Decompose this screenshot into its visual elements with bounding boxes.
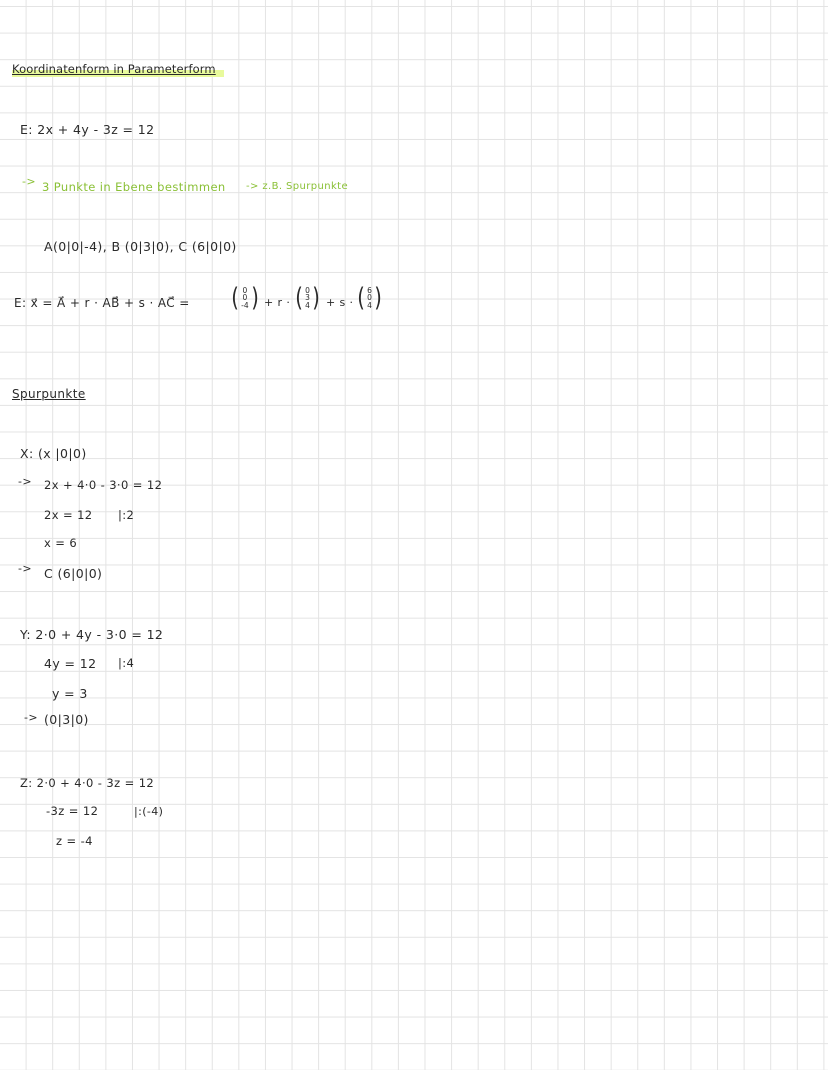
y-step-3: y = 3: [52, 686, 88, 701]
arrow-icon: ->: [22, 175, 36, 188]
vector-1-z: -4: [241, 300, 249, 310]
z-step-2: -3z = 12: [46, 804, 99, 818]
plus-s: + s ·: [326, 296, 354, 309]
z-step-3: z = -4: [56, 834, 93, 848]
x-step-2-op: |:2: [118, 508, 135, 522]
vector-1: [230, 285, 260, 311]
arrow-icon: ->: [18, 562, 32, 575]
vector-2-y: 3: [305, 293, 310, 303]
vector-2: [294, 285, 321, 311]
vector-3: [356, 285, 383, 311]
z-step-2-op: |:(-4): [134, 805, 164, 818]
vector-1-y: 0: [242, 293, 248, 303]
vector-2-x: 0: [305, 285, 310, 295]
left-paren: (: [231, 283, 239, 313]
vector-3-y: 0: [367, 293, 372, 303]
y-step-2: 4y = 12: [44, 656, 97, 671]
vector-3-x: 6: [367, 285, 372, 295]
plus-r: + r ·: [264, 296, 291, 309]
vector-3-z: 4: [367, 300, 372, 310]
x-label: X: (x |0|0): [20, 446, 87, 461]
step-hint-text: 3 Punkte in Ebene bestimmen: [42, 180, 226, 194]
y-step-2-op: |:4: [118, 656, 135, 670]
parametric-lhs: E: x⃗ = A⃗ + r · AB⃗ + s · AC⃗ =: [14, 296, 190, 310]
left-paren: (: [357, 283, 365, 313]
points-line: A(0|0|-4), B (0|3|0), C (6|0|0): [44, 239, 237, 254]
arrow-icon: ->: [24, 711, 38, 724]
step-hint-note: -> z.B. Spurpunkte: [246, 181, 349, 192]
x-result: C (6|0|0): [44, 566, 103, 581]
page-title: Koordinatenform in Parameterform: [12, 63, 224, 78]
right-paren: ): [374, 283, 382, 313]
left-paren: (: [295, 283, 303, 313]
vector-1-x: 0: [242, 285, 248, 295]
x-step-3: x = 6: [44, 536, 78, 550]
y-result: (0|3|0): [44, 712, 89, 727]
right-paren: ): [250, 283, 259, 313]
vector-2-z: 4: [305, 300, 310, 310]
arrow-icon: ->: [18, 475, 32, 488]
x-step-1: 2x + 4·0 - 3·0 = 12: [44, 478, 163, 492]
y-step-1: Y: 2·0 + 4y - 3·0 = 12: [20, 627, 164, 642]
section-heading: Spurpunkte: [12, 387, 86, 401]
plane-equation: E: 2x + 4y - 3z = 12: [20, 122, 155, 137]
x-step-2: 2x = 12: [44, 508, 93, 522]
z-step-1: Z: 2·0 + 4·0 - 3z = 12: [20, 776, 155, 790]
right-paren: ): [312, 283, 320, 313]
